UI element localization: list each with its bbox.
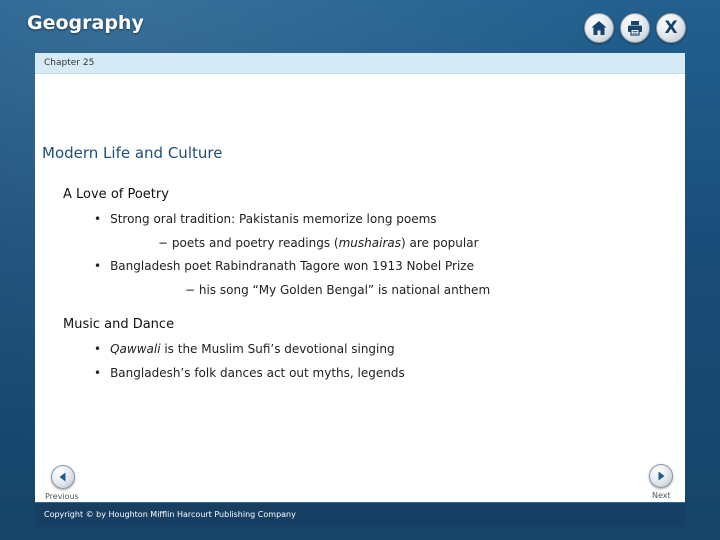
print-icon bbox=[626, 19, 644, 37]
bullet-glyph: • bbox=[94, 342, 102, 356]
bullet-item bbox=[94, 212, 437, 226]
bullet-glyph: • bbox=[94, 259, 102, 273]
next-label[interactable]: Next bbox=[652, 491, 671, 500]
sub-bullet-text: − poets and poetry readings ( bbox=[158, 236, 339, 250]
next-button[interactable] bbox=[649, 464, 673, 488]
sub-bullet-item bbox=[185, 283, 490, 297]
previous-button[interactable] bbox=[51, 465, 75, 489]
bullet-text: Bangladesh poet Rabindranath Tagore won 1913 Nobel Prize bbox=[110, 259, 474, 273]
chevron-right-icon bbox=[655, 467, 667, 486]
print-button[interactable] bbox=[620, 13, 650, 43]
sub-bullet-text: − his song “My Golden Bengal” is national anthem bbox=[185, 283, 491, 297]
bullet-glyph: • bbox=[94, 212, 102, 226]
home-icon bbox=[590, 19, 608, 37]
footer-bar bbox=[35, 502, 685, 526]
bullet-item bbox=[94, 366, 405, 380]
bullet-text: Bangladesh’s folk dances act out myths, legends bbox=[110, 366, 405, 380]
sub-bullet-item bbox=[158, 236, 479, 250]
previous-label[interactable]: Previous bbox=[45, 492, 79, 501]
bullet-item bbox=[94, 342, 395, 356]
slide-content bbox=[35, 53, 685, 502]
slide-heading: Modern Life and Culture bbox=[42, 144, 223, 162]
bullet-text: Strong oral tradition: Pakistanis memorize long poems bbox=[110, 212, 437, 226]
bullet-text: is the Muslim Sufi’s devotional singing bbox=[160, 342, 395, 356]
copyright-text: Copyright © by Houghton Mifflin Harcourt Publishing Company bbox=[44, 510, 296, 519]
home-button[interactable] bbox=[584, 13, 614, 43]
close-button[interactable] bbox=[656, 13, 686, 43]
bullet-italic: Qawwali bbox=[110, 342, 161, 356]
section-title-music: Music and Dance bbox=[63, 317, 175, 332]
chapter-label: Chapter 25 bbox=[44, 58, 95, 68]
bullet-item bbox=[94, 259, 474, 273]
toolbar bbox=[584, 13, 686, 43]
bullet-glyph: • bbox=[94, 366, 102, 380]
chapter-bar bbox=[35, 53, 685, 74]
section-title-poetry: A Love of Poetry bbox=[63, 187, 169, 202]
sub-bullet-italic: mushairas bbox=[338, 236, 401, 250]
app-title: Geography bbox=[27, 12, 144, 34]
close-icon: X bbox=[664, 17, 678, 38]
sub-bullet-text: ) are popular bbox=[401, 236, 479, 250]
chevron-left-icon bbox=[57, 468, 69, 487]
